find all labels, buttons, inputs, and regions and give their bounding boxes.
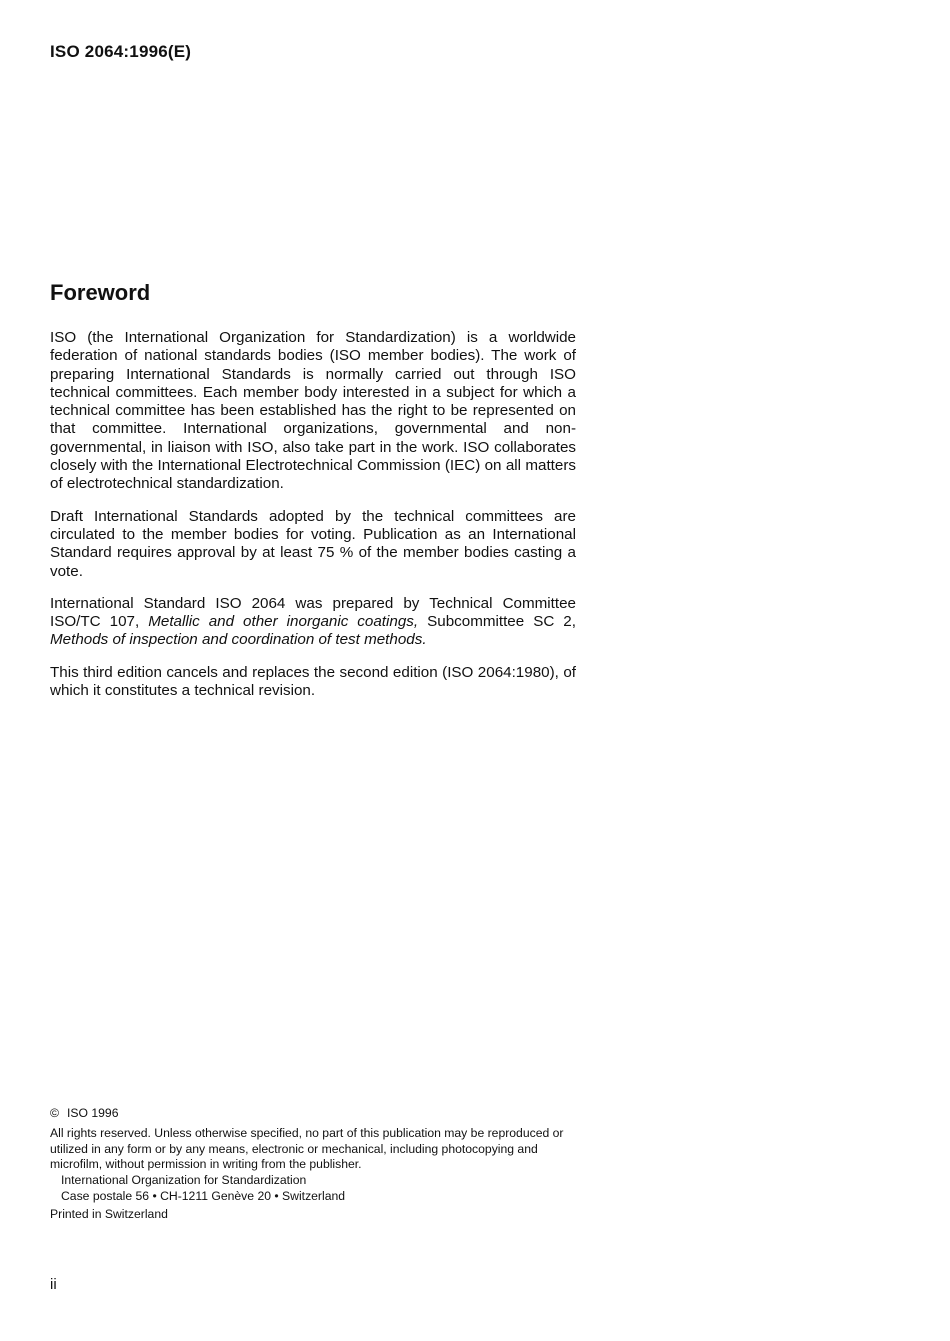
page-number: ii [50,1276,57,1293]
publisher-address: Case postale 56 • CH-1211 Genève 20 • Switzerland [61,1188,346,1203]
publisher-name: International Organization for Standardization [61,1173,307,1188]
paragraph-3-text-1: International Standard ISO 2064 was prepared by Technical Committee ISO/TC 107, [50,594,576,631]
document-identifier: ISO 2064:1996(E) [50,42,192,61]
committee-title: Metallic and other inorganic coatings, [148,613,419,631]
copyright-line [50,1106,580,1122]
copyright-block [50,1106,580,1223]
foreword-heading: Foreword [50,280,151,305]
foreword-paragraph-3 [50,595,576,650]
rights-notice: All rights reserved. Unless otherwise specified, no part of this publication may be reproduced or utilized in any form or by any means, electronic or mechanical, including photocopying and microfilm, without permission in writing from the publisher. [50,1125,564,1172]
foreword-paragraph-4: This third edition cancels and replaces the second edition (ISO 2064:1980), of which it constitutes a technical revision. [50,663,576,700]
foreword-paragraph-1: ISO (the International Organization for Standardization) is a worldwide federation of national standards bodies (ISO member bodies). The work of preparing International Standards is normally carried out through ISO technical committees. Each member body interested in a subject for which a technical committee has been established has the right to be represented on that committee. International organizations, governmental and non-governmental, in liaison with ISO, also take part in the work. ISO collaborates closely with the International Electrotechnical Commission (IEC) on all matters of electrotechnical standardization. [50,329,576,493]
paragraph-3-text-2: Subcommittee SC 2, [427,613,576,631]
foreword-body [50,329,576,714]
copyright-text: ISO 1996 [66,1106,119,1120]
copyright-icon: © [50,1106,59,1120]
printed-in: Printed in Switzerland [50,1206,168,1221]
subcommittee-title: Methods of inspection and coordination of test methods. [50,631,427,649]
foreword-paragraph-2: Draft International Standards adopted by the technical committees are circulated to the member bodies for voting. Publication as an International Standard requires approval by at least 75 % of the member bodies casting a vote. [50,507,576,580]
